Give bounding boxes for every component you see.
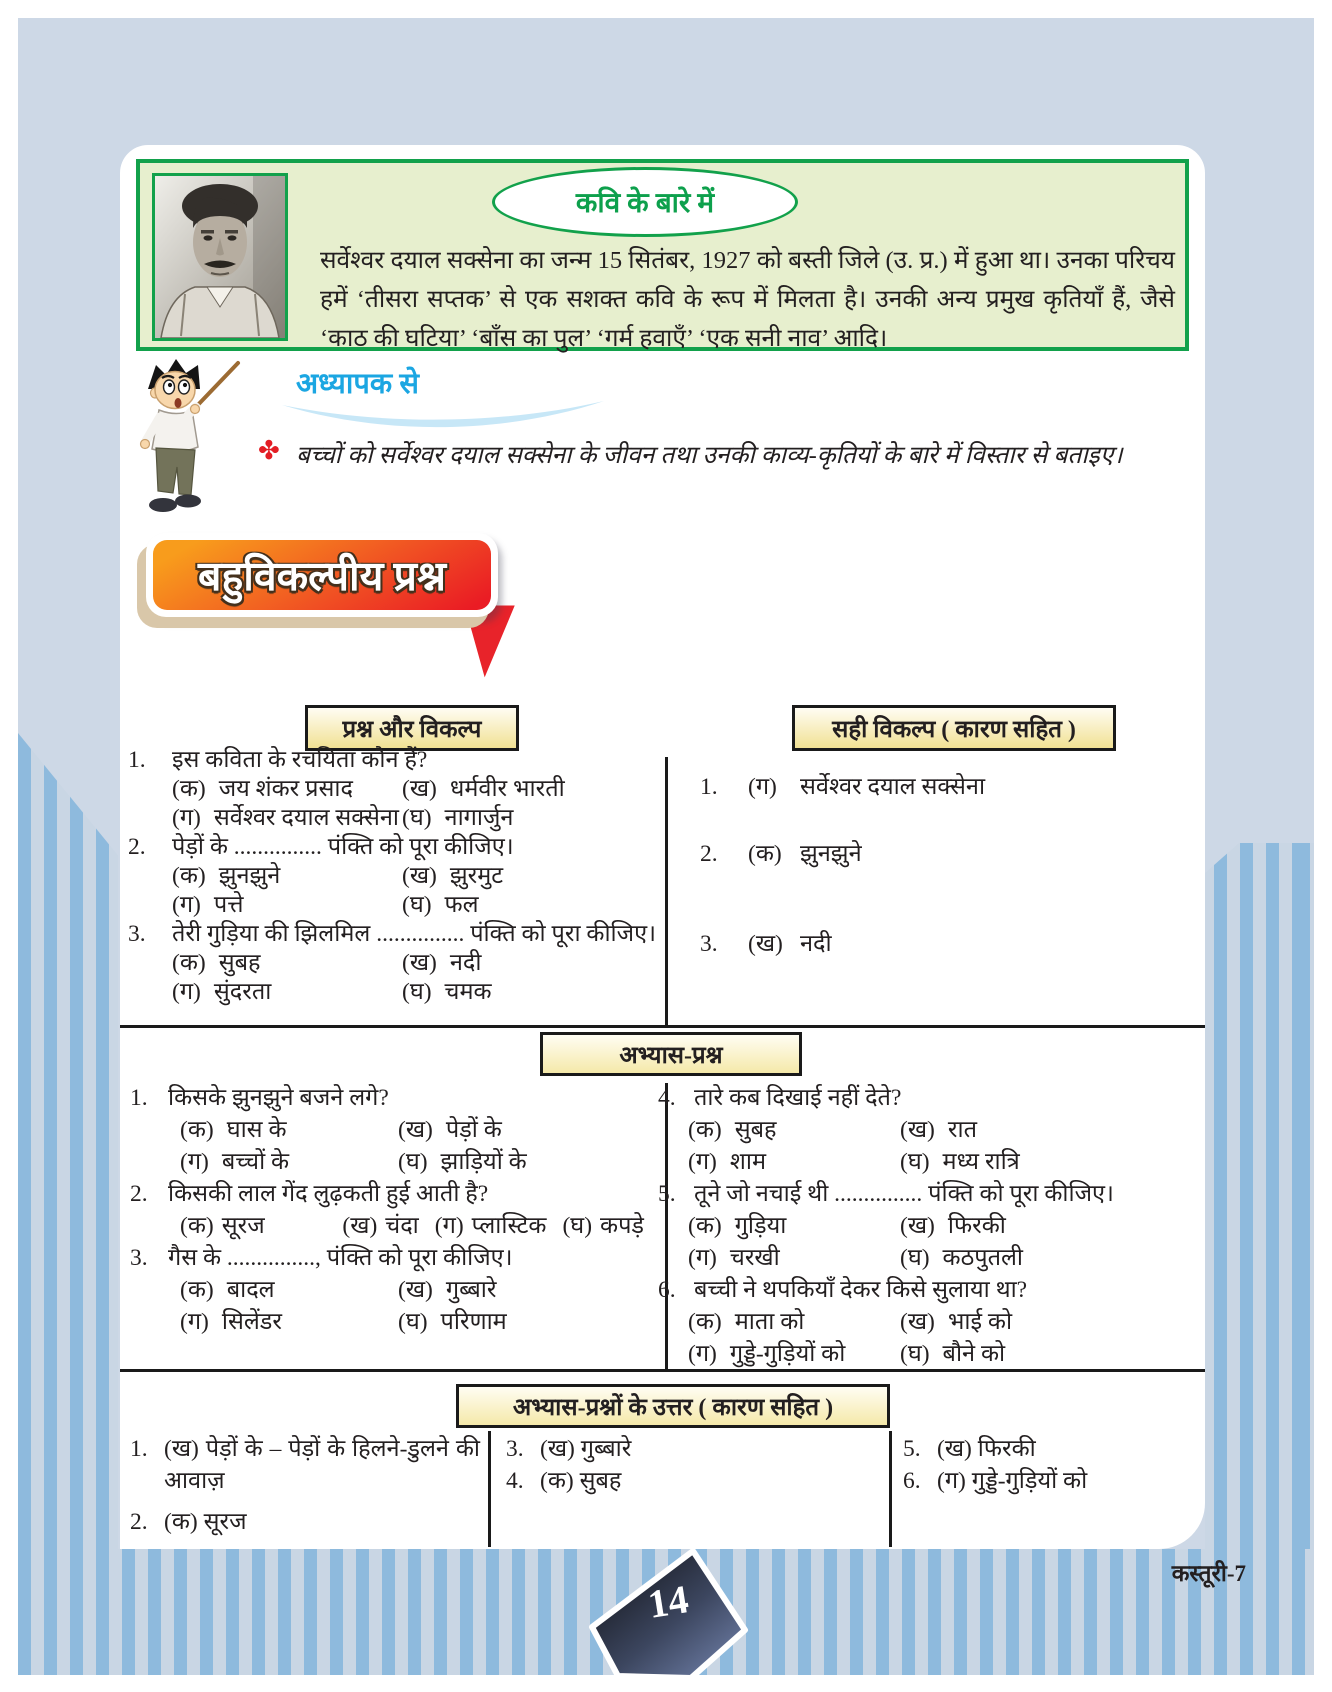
option-label: (घ) — [562, 1213, 593, 1239]
option-row — [658, 1306, 1202, 1338]
option-label: (ग) — [180, 1309, 209, 1335]
answer-item — [128, 1433, 480, 1497]
option — [172, 978, 402, 1007]
answer-number: 1. — [700, 774, 718, 800]
option — [900, 1242, 1023, 1274]
mcq-answer — [680, 930, 1200, 959]
option-row — [658, 1242, 1202, 1274]
option-text: नागार्जुन — [444, 805, 514, 831]
question — [658, 1178, 1202, 1210]
poet-box-title-text: कवि के बारे में — [575, 188, 715, 219]
option — [688, 1146, 900, 1178]
option — [172, 775, 402, 804]
left-stripe-decoration — [18, 733, 118, 1549]
option-row — [126, 978, 663, 1007]
question — [130, 1242, 660, 1274]
option-label: (घ) — [402, 805, 432, 831]
poet-portrait-illustration — [155, 176, 285, 338]
option-text: सुबह — [218, 950, 261, 976]
question-text: तारे कब दिखाई नहीं देते? — [694, 1085, 902, 1111]
option — [402, 978, 492, 1007]
answer-item — [504, 1433, 834, 1465]
option-text: मध्य रात्रि — [942, 1149, 1020, 1175]
option-row — [126, 862, 663, 891]
option — [402, 862, 503, 891]
option-row — [130, 1114, 660, 1146]
option-text: माता को — [734, 1309, 805, 1335]
option-row — [126, 804, 663, 833]
answer-text: नदी — [800, 931, 832, 957]
option-label: (घ) — [900, 1341, 930, 1367]
option-row — [130, 1210, 660, 1242]
option-label: (घ) — [398, 1149, 428, 1175]
answer-item — [504, 1465, 834, 1497]
option-row — [126, 949, 663, 978]
mcq-questions-header: प्रश्न और विकल्प — [305, 705, 519, 751]
option-row — [130, 1146, 660, 1178]
option-label: (ग) — [180, 1149, 209, 1175]
option — [172, 891, 402, 920]
option-text: झाड़ियों के — [440, 1149, 527, 1175]
option-text: फल — [444, 892, 479, 918]
option-label: (घ) — [900, 1149, 930, 1175]
option-label: (ख) — [398, 1277, 433, 1303]
option — [180, 1146, 398, 1178]
option-text: कठपुतली — [942, 1245, 1024, 1271]
option — [398, 1274, 497, 1306]
option-text: नदी — [449, 950, 482, 976]
option — [402, 775, 565, 804]
answer-number: 6. — [903, 1468, 921, 1494]
option-text: बादल — [226, 1277, 275, 1303]
question-number: 2. — [130, 1181, 148, 1207]
question-text: किसकी लाल गेंद लुढ़कती हुई आती है? — [168, 1181, 489, 1207]
answer-text: सर्वेश्वर दयाल सक्सेना — [800, 774, 986, 800]
mcq-questions-column — [126, 746, 663, 1007]
question — [130, 1082, 660, 1114]
option-text: बच्चों के — [221, 1149, 290, 1175]
answer-number: 3. — [700, 931, 718, 957]
question-text: बच्ची ने थपकियाँ देकर किसे सुलाया था? — [694, 1277, 1028, 1303]
option-text: सर्वेश्वर दयाल सक्सेना — [213, 805, 399, 831]
option-label: (ख) — [342, 1213, 378, 1239]
option-text: घास के — [226, 1117, 287, 1143]
page-number: 14 — [644, 1576, 692, 1627]
teacher-cartoon-illustration — [132, 355, 244, 523]
option-label: (घ) — [398, 1309, 428, 1335]
mcq-column-divider — [665, 757, 668, 1027]
option-label: (ख) — [900, 1117, 935, 1143]
option — [398, 1114, 502, 1146]
option — [688, 1306, 900, 1338]
practice-questions-left-column — [130, 1082, 660, 1338]
option-text: धर्मवीर भारती — [449, 776, 565, 802]
question-number: 1. — [128, 747, 146, 773]
answer-number: 3. — [506, 1436, 524, 1462]
practice-questions-right-column — [658, 1082, 1202, 1370]
question — [126, 746, 663, 775]
option-text: भाई को — [947, 1309, 1013, 1335]
option-row — [130, 1306, 660, 1338]
question — [126, 920, 663, 949]
option-row — [658, 1146, 1202, 1178]
answer-number: 2. — [130, 1509, 148, 1535]
answer-text: (क) सुबह — [540, 1468, 622, 1494]
poet-photo — [152, 173, 288, 341]
option-label: (क) — [180, 1213, 214, 1239]
option-label: (क) — [172, 950, 206, 976]
practice-answers-header: अभ्यास-प्रश्नों के उत्तर ( कारण सहित ) — [456, 1384, 890, 1428]
option-text: परिणाम — [440, 1309, 507, 1335]
option-text: गुड़िया — [734, 1213, 787, 1239]
option-label: (ख) — [402, 776, 437, 802]
option-text: चरखी — [729, 1245, 780, 1271]
page-number-pentagon — [585, 1547, 753, 1685]
mcq-banner-label: बहुविकल्पीय प्रश्न — [153, 540, 491, 610]
option-label: (क) — [688, 1309, 722, 1335]
question-text: तूने जो नचाई थी ............... पंक्ति को पूरा कीजिए। — [694, 1181, 1114, 1207]
option-row — [658, 1114, 1202, 1146]
option-label: (क) — [172, 776, 206, 802]
practice-section-header: अभ्यास-प्रश्न — [540, 1032, 802, 1076]
question-text: किसके झुनझुने बजने लगे? — [168, 1085, 389, 1111]
question-number: 5. — [658, 1181, 676, 1207]
option — [688, 1242, 900, 1274]
option-text: जय शंकर प्रसाद — [218, 776, 353, 802]
question-number: 3. — [128, 921, 146, 947]
answer-item — [128, 1506, 480, 1538]
option — [900, 1146, 1020, 1178]
practice-answers-column-3 — [901, 1433, 1201, 1497]
option-row — [126, 775, 663, 804]
answers-column-divider-1 — [488, 1431, 491, 1547]
teacher-note — [258, 429, 1186, 483]
option-label: (ख) — [398, 1117, 433, 1143]
option-text: सुंदरता — [213, 979, 272, 1005]
option — [180, 1274, 398, 1306]
question-number: 6. — [658, 1277, 676, 1303]
option — [688, 1114, 900, 1146]
option-label: (ग) — [688, 1149, 717, 1175]
option-text: फिरकी — [947, 1213, 1006, 1239]
option-text: सिलेंडर — [221, 1309, 282, 1335]
practice-answers-column-1 — [128, 1433, 480, 1538]
option — [398, 1306, 507, 1338]
mcq-answer — [680, 773, 1200, 802]
option-label: (ख) — [900, 1213, 935, 1239]
question — [130, 1178, 660, 1210]
answer-text: झुनझुने — [800, 841, 862, 867]
answer-number: 4. — [506, 1468, 524, 1494]
option — [398, 1146, 527, 1178]
option-text: चमक — [444, 979, 492, 1005]
question — [658, 1082, 1202, 1114]
option-label: (घ) — [402, 979, 432, 1005]
question-text: पेड़ों के ............... पंक्ति को पूरा कीजिए। — [172, 834, 514, 860]
question-text: तेरी गुड़िया की झिलमिल ............... पंक्ति को पूरा कीजिए। — [172, 921, 656, 947]
question — [658, 1274, 1202, 1306]
answer-label: (ख) — [748, 931, 783, 957]
poet-bio-text: सर्वेश्वर दयाल सक्सेना का जन्म 15 सितंबर, 1927 को बस्ती जिले (उ. प्र.) में हुआ था। उनका परिचय हमें ‘तीसरा सप्तक’ से एक सशक्त कवि के रूप में मिलता है। उनकी अन्य प्रमुख कृतियाँ हैं, जैसे ‘काठ की घटिया’ ‘बाँस का पुल’ ‘गर्म हवाएँ’ ‘एक सनी नाव’ आदि। — [320, 247, 1175, 352]
option — [900, 1210, 1006, 1242]
option-label: (ग) — [434, 1213, 464, 1239]
question-number: 1. — [130, 1085, 148, 1111]
option-text: चंदा — [385, 1213, 419, 1239]
answer-number: 2. — [700, 841, 718, 867]
mcq-answer — [680, 840, 1200, 869]
content-card — [120, 145, 1205, 1549]
option — [688, 1338, 900, 1370]
question-text: इस कविता के रचयिता कौन हैं? — [172, 747, 428, 773]
answer-label: (ग) — [748, 774, 777, 800]
option-text: बौने को — [942, 1341, 1006, 1367]
answer-number: 5. — [903, 1436, 921, 1462]
option-text: कपड़े — [600, 1213, 644, 1239]
question-text: गैस के ..............., पंक्ति को पूरा कीजिए। — [168, 1245, 513, 1271]
mcq-answers-header: सही विकल्प ( कारण सहित ) — [792, 705, 1116, 751]
option — [180, 1210, 326, 1242]
option-label: (क) — [180, 1277, 214, 1303]
practice-answers-column-2 — [504, 1433, 834, 1497]
option-label: (ख) — [402, 950, 437, 976]
right-stripe-decoration — [1205, 843, 1314, 1549]
option-label: (घ) — [402, 892, 432, 918]
option-text: शाम — [729, 1149, 767, 1175]
option — [688, 1210, 900, 1242]
option-label: (ग) — [688, 1245, 717, 1271]
option — [342, 1210, 418, 1242]
question-number: 2. — [128, 834, 146, 860]
option — [172, 862, 402, 891]
answer-text: (ख) गुब्बारे — [540, 1436, 632, 1462]
poet-box-title — [492, 167, 798, 237]
book-brand-label: कस्तूरी-7 — [1171, 1561, 1246, 1586]
answer-text: (ख) पेड़ों के – पेड़ों के हिलने-डुलने की आवाज़ — [164, 1436, 480, 1494]
option-row — [130, 1274, 660, 1306]
option-label: (घ) — [900, 1245, 930, 1271]
answer-text: (ख) फिरकी — [937, 1436, 1036, 1462]
option-label: (ग) — [172, 892, 201, 918]
option-text: सूरज — [221, 1213, 265, 1239]
answer-item — [901, 1433, 1201, 1465]
option — [435, 1210, 547, 1242]
option-row — [658, 1210, 1202, 1242]
note-bullet-icon: ✤ — [258, 436, 280, 465]
option-text: झुरमुट — [449, 863, 504, 889]
option — [172, 804, 402, 833]
option-text: सुबह — [734, 1117, 777, 1143]
answer-number: 1. — [130, 1436, 148, 1462]
option — [900, 1306, 1012, 1338]
option-text: गुब्बारे — [445, 1277, 497, 1303]
mcq-banner — [146, 533, 498, 617]
option-label: (क) — [180, 1117, 214, 1143]
question-number: 3. — [130, 1245, 148, 1271]
option-text: पेड़ों के — [445, 1117, 502, 1143]
option-label: (क) — [172, 863, 206, 889]
mcq-section-divider — [120, 1025, 1205, 1028]
option-text: प्लास्टिक — [471, 1213, 547, 1239]
option — [402, 804, 513, 833]
option-label: (क) — [688, 1117, 722, 1143]
question — [126, 833, 663, 862]
question-number: 4. — [658, 1085, 676, 1111]
answer-item — [901, 1465, 1201, 1497]
option-row — [126, 891, 663, 920]
answer-text: (ग) गुड्डे-गुड़ियों को — [937, 1468, 1088, 1494]
option — [900, 1114, 977, 1146]
teacher-section-heading: अध्यापक से — [296, 368, 419, 400]
option-label: (ग) — [172, 805, 201, 831]
option-text: पत्ते — [213, 892, 244, 918]
option — [562, 1210, 644, 1242]
option — [180, 1114, 398, 1146]
option-text: गुड्डे-गुड़ियों को — [729, 1341, 846, 1367]
option — [172, 949, 402, 978]
option-text: रात — [947, 1117, 977, 1143]
option — [402, 949, 481, 978]
teacher-note-text: बच्चों को सर्वेश्वर दयाल सक्सेना के जीवन तथा उनकी काव्य-कृतियों के बारे में विस्तार से बताइए। — [296, 442, 1123, 469]
answer-label: (क) — [748, 841, 782, 867]
option-label: (ग) — [172, 979, 201, 1005]
option — [180, 1306, 398, 1338]
option-text: झुनझुने — [218, 863, 281, 889]
answer-text: (क) सूरज — [164, 1509, 247, 1535]
option — [402, 891, 479, 920]
option-row — [658, 1338, 1202, 1370]
option-label: (ग) — [688, 1341, 717, 1367]
heading-swoosh-decoration — [278, 397, 608, 431]
answers-column-divider-2 — [889, 1431, 892, 1547]
option-label: (क) — [688, 1213, 722, 1239]
option — [900, 1338, 1005, 1370]
option-label: (ख) — [402, 863, 437, 889]
option-label: (ख) — [900, 1309, 935, 1335]
